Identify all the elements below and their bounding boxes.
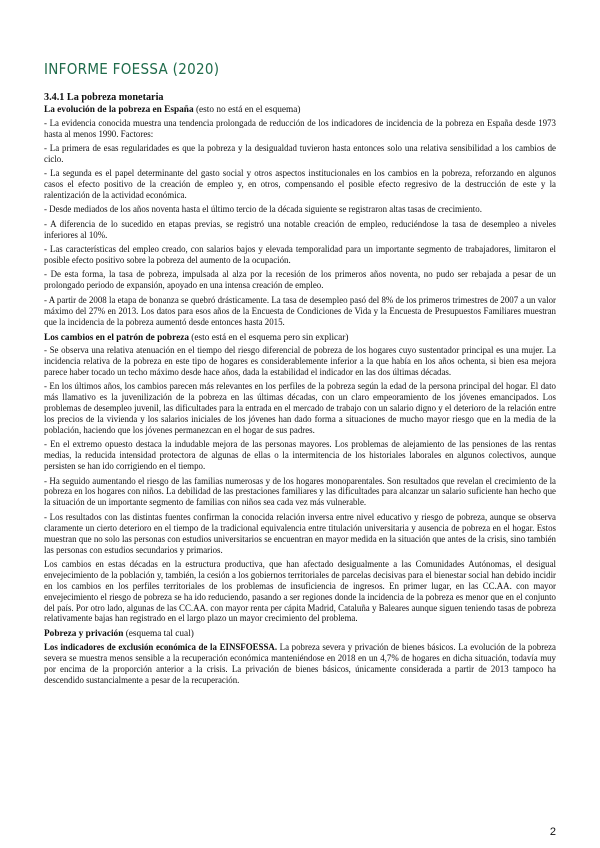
- list-item: - Las características del empleo creado, con salarios bajos y elevada temporalidad para un importante segmento de trabajadores, limitaron el posible efecto positivo sobre la pobreza del aumento de la ocupación.: [44, 244, 556, 266]
- evolution-heading-bold: La evolución de la pobreza en España: [44, 105, 194, 115]
- document-header: INFORME FOESSA (2020): [44, 60, 220, 78]
- list-item: - De esta forma, la tasa de pobreza, impulsada al alza por la recesión de los primeros años noventa, no pudo ser rebajada a pesar de un prolongado periodo de expansión, apoyado en una intensa creación de empleo.: [44, 269, 556, 291]
- poverty-paragraph-text: La pobreza severa y privación de bienes básicos. La evolución de la pobreza severa se muestra menos sensible a la recuperación económica manteniéndose en 2018 en un 4,7% de hogares en dicha situación, todavía muy por encima de la proporción anterior a la crisis. La privación de bienes básicos, únicamente considerada a partir de 2013 tampoco ha descendido sustancialmente a pesar de la recuperación.: [44, 641, 556, 685]
- list-item: - La evidencia conocida muestra una tendencia prolongada de reducción de los indicadores de incidencia de la pobreza en España desde 1973 hasta al menos 1990. Factores:: [44, 117, 556, 139]
- list-item: - En el extremo opuesto destaca la indudable mejora de las personas mayores. Los problemas de alejamiento de las pensiones de las rentas medias, la reducida intensidad protectora de algunas de ellas o la intermitencia de los historiales laborales en algunos colectivos, aunque persisten se han ido corrigiendo en el tiempo.: [44, 439, 556, 472]
- list-item: - Los resultados con las distintas fuentes confirman la conocida relación inversa entre nivel educativo y riesgo de pobreza, aunque se observa claramente un cierto deterioro en el tiempo de la tradicional equivalencia entre titulación universitaria y ausencia de pobreza en el hogar. Estos muestran que no solo las personas con estudios universitarios se encuentran en mayor medida en la situación que antes de la crisis, sino también las personas con estudios secundarios y primarios.: [44, 511, 556, 555]
- evolution-heading-note: (esto no está en el esquema): [193, 105, 301, 115]
- section-title: 3.4.1 La pobreza monetaria: [44, 92, 164, 103]
- changes-heading-note: (esto está en el esquema pero sin explicar): [188, 332, 349, 343]
- evolution-heading: [44, 105, 556, 117]
- changes-paragraph: Los cambios en estas décadas en la estructura productiva, que han afectado desigualmente a las Comunidades Autónomas, el desigual envejecimiento de la población y, también, la cesión a los gobiernos territoriales de parcelas decisivas para el bienestar social han debido incidir en los cambios en los perfiles territoriales de los problemas de insuficiencia de ingresos. En primer lugar, en las CC.AA. con mayor envejecimiento el riesgo de pobreza se ha ido reduciendo, pasando a ser regiones donde la incidencia de la pobreza es menor que en el conjunto del país. Por otro lado, algunas de las CC.AA. con mayor renta per cápita Madrid, Cataluña y Baleares aunque siguen teniendo tasas de pobreza relativamente bajas han registrado en el largo plazo un mayor crecimiento del problema.: [44, 558, 556, 624]
- poverty-paragraph-bold: Los indicadores de exclusión económica de la EINSFOESSA.: [44, 641, 278, 652]
- list-item: - Ha seguido aumentando el riesgo de las familias numerosas y de los hogares monoparentales. Son resultados que revelan el crecimiento de la pobreza en los hogares con niños. La debilidad de las prestaciones familiares y las dificultades para alcanzar un salario suficiente han hecho que la situación de un importante segmento de familias con niños sea cada vez más vulnerable.: [44, 475, 556, 508]
- list-item: - A partir de 2008 la etapa de bonanza se quebró drásticamente. La tasa de desempleo pasó del 8% de los primeros trimestres de 2007 a un valor máximo del 27% en 2013. Los datos para esos años de la Encuesta de Condiciones de Vida y la Encuesta de Presupuestos Familiares muestran que la incidencia de la pobreza aumentó desde entonces hasta 2015.: [44, 294, 556, 327]
- poverty-heading-note: (esquema tal cual): [123, 629, 194, 640]
- list-item: - Se observa una relativa atenuación en el tiempo del riesgo diferencial de pobreza de los hogares cuyo sustentador principal es una mujer. La incidencia relativa de la pobreza en este tipo de hogares es considerablemente inferior a la que había en los años ochenta, si bien esa mejora parece haber tocado un techo máximo desde hace años, dada la estabilidad el indicador en las dos últimas décadas.: [44, 345, 556, 377]
- changes-heading: [44, 333, 556, 345]
- list-item: - La primera de esas regularidades es que la pobreza y la desigualdad tuvieron hasta entonces solo una relativa sensibilidad a los cambios de ciclo.: [44, 142, 556, 164]
- changes-heading-bold: Los cambios en el patrón de pobreza: [44, 332, 189, 343]
- page-number: 2: [549, 826, 556, 838]
- list-item: - La segunda es el papel determinante del gasto social y otros aspectos institucionales en los cambios en la pobreza, reforzando en algunos casos el efecto positivo de la creación de empleo y, en otros, compensando el posible efecto regresivo de la destrucción de este y la ralentización de la actividad económica.: [44, 168, 556, 201]
- poverty-heading-bold: Pobreza y privación: [44, 629, 124, 640]
- poverty-paragraph: [44, 642, 556, 686]
- list-item: - A diferencia de lo sucedido en etapas previas, se registró una notable creación de empleo, reduciéndose la tasa de desempleo a niveles inferiores al 10%.: [44, 218, 556, 240]
- list-item: - Desde mediados de los años noventa hasta el último tercio de la década siguiente se registraron altas tasas de crecimiento.: [44, 204, 482, 215]
- list-item: - En los últimos años, los cambios parecen más relevantes en los perfiles de la pobreza según la edad de la persona principal del hogar. El dato más llamativo es la juvenilización de la pobreza en las últimas décadas, con un claro empeoramiento de los jóvenes emancipados. Los problemas de desempleo juvenil, las dificultades para la entrada en el mercado de trabajo con un salario digno y el deterioro de la relación entre los precios de la vivienda y los salarios iniciales de los jóvenes han dado forma a situaciones de mucho mayor riesgo que en la media de la población, haciendo que los jóvenes permanezcan en el hogar de sus padres.: [44, 381, 556, 435]
- document-page: [44, 60, 556, 689]
- poverty-heading: [44, 629, 556, 641]
